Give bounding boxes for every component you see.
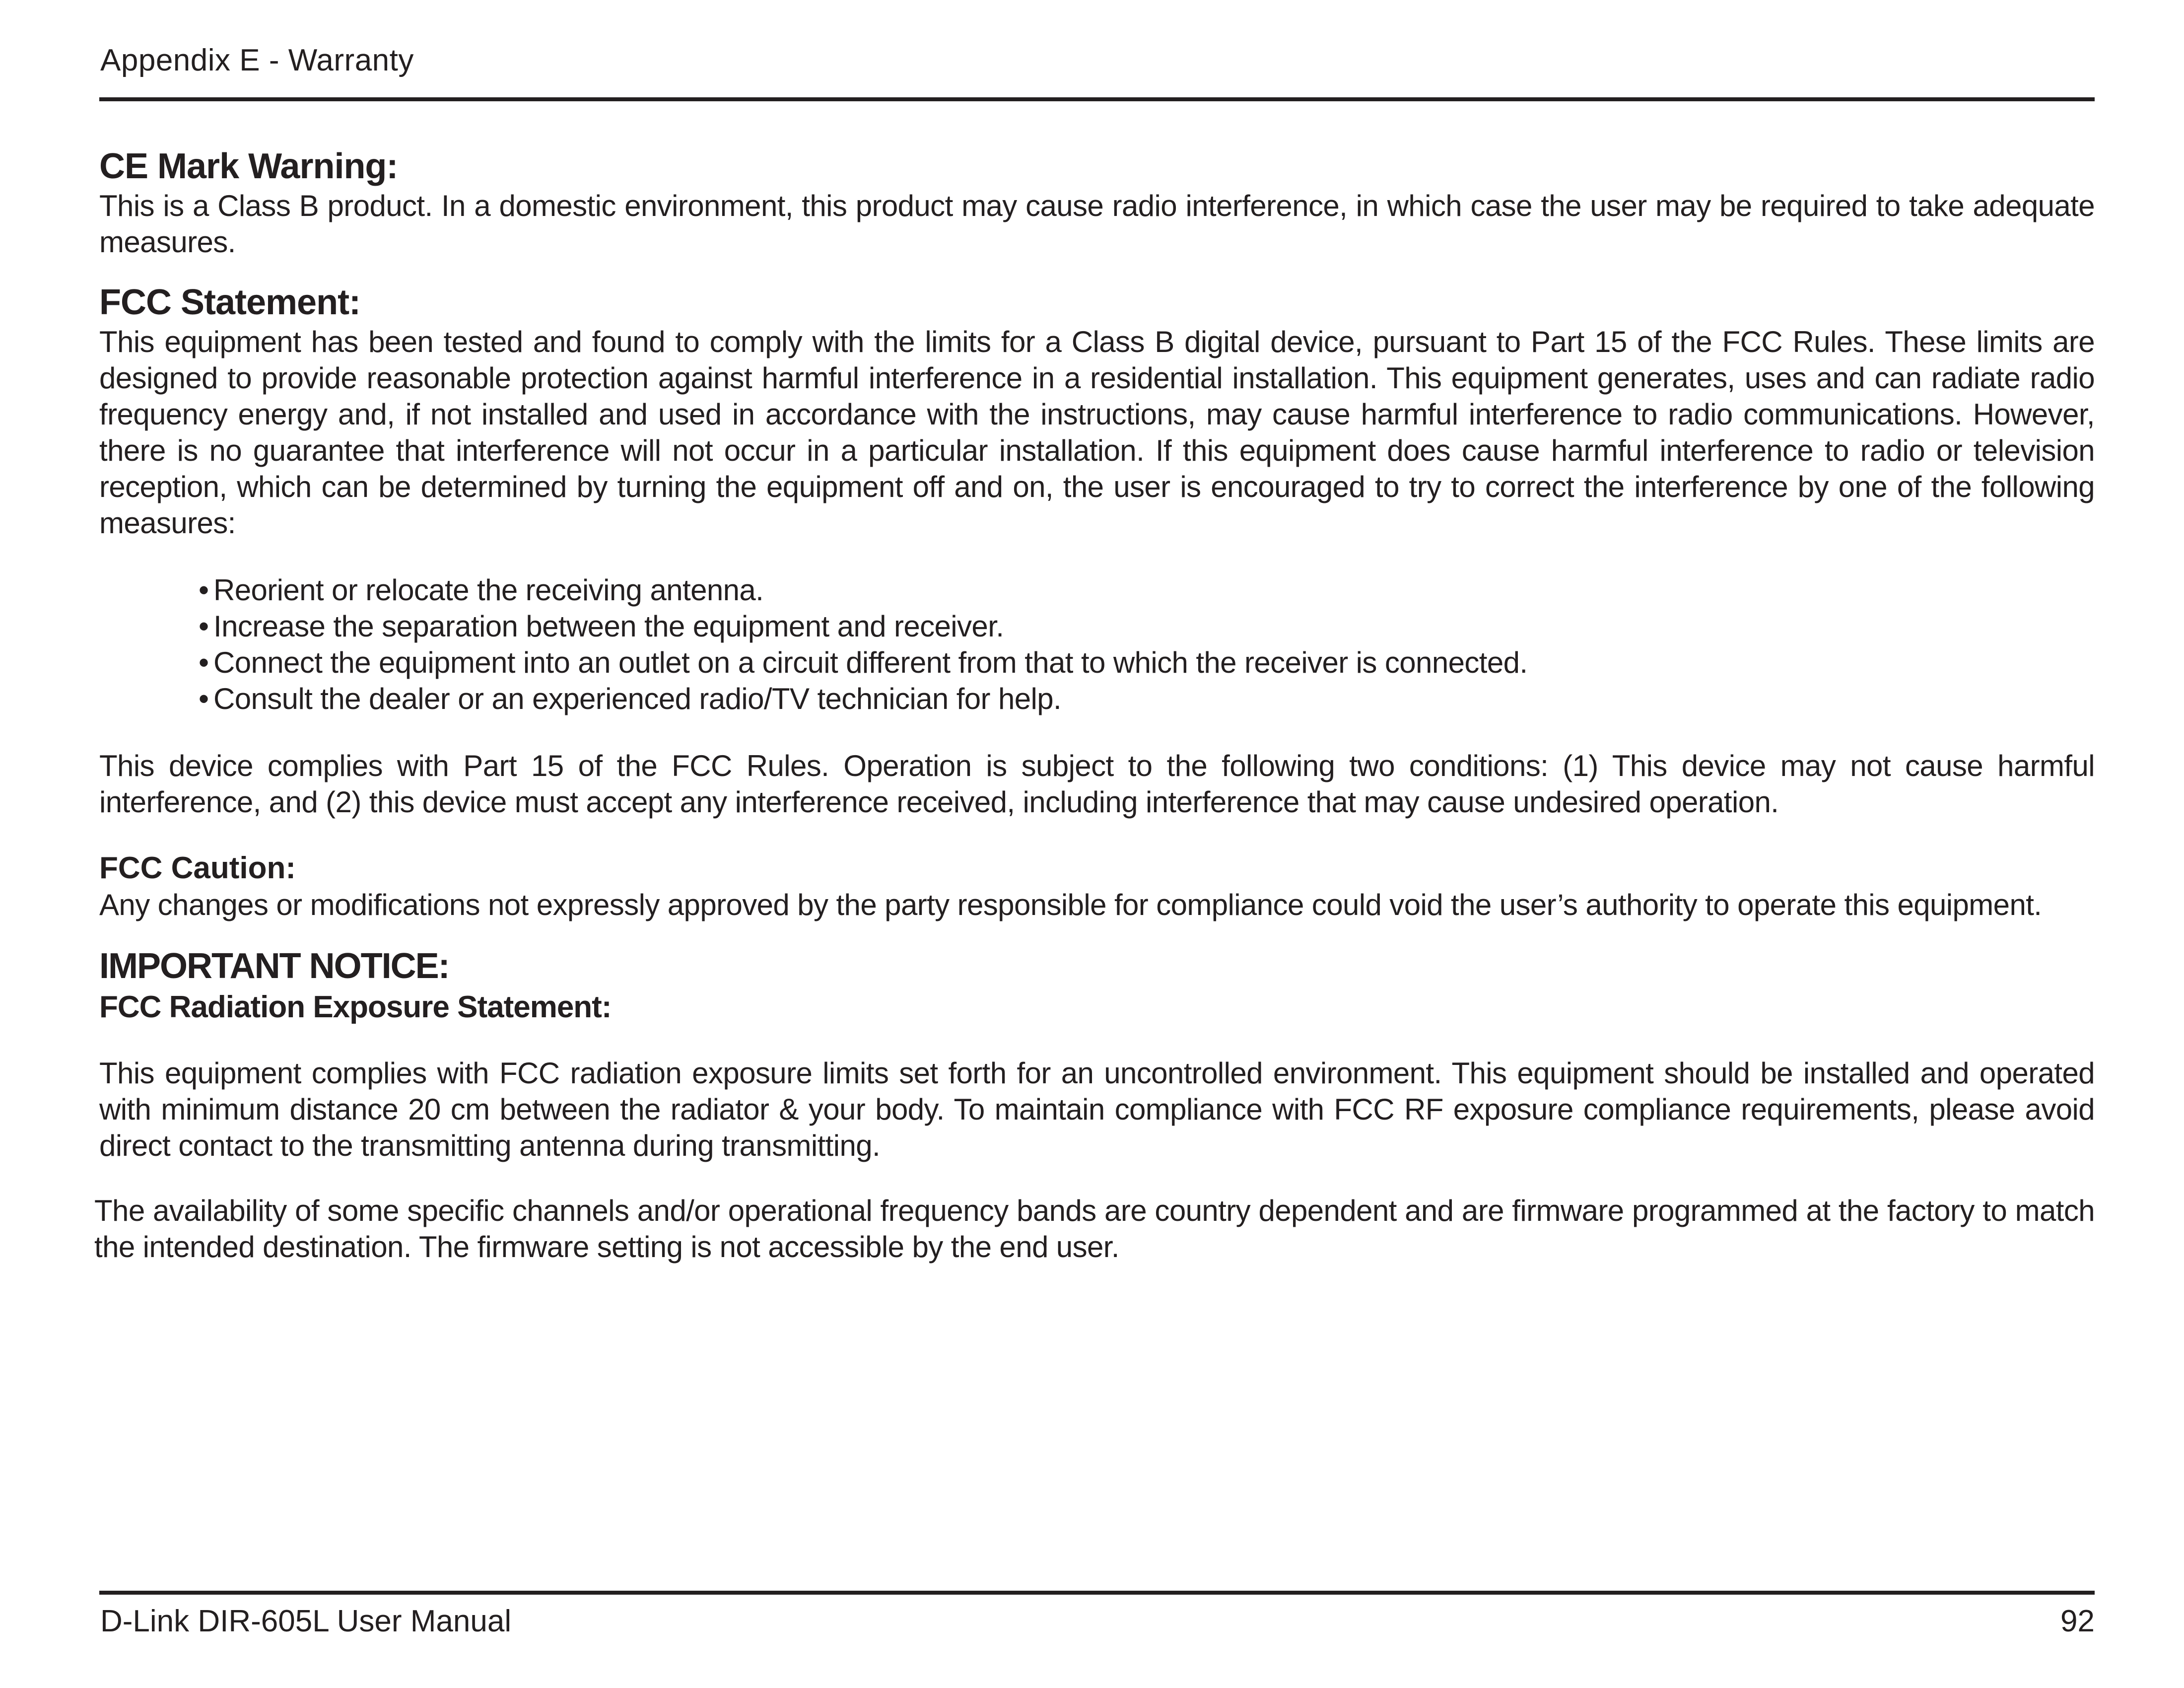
- ce-mark-section: [99, 145, 2095, 260]
- bullet-icon: •: [199, 682, 209, 715]
- fcc-caution-body: Any changes or modifications not expressly approved by the party responsible for compliance could void the user’s authority to operate this equipment.: [99, 888, 2042, 921]
- page-content: [94, 145, 2095, 1265]
- footer-rule: [99, 1591, 2095, 1595]
- ce-mark-heading: CE Mark Warning:: [99, 146, 398, 186]
- page-header-title: Appendix E - Warranty: [100, 43, 414, 77]
- header-rule: [99, 97, 2095, 101]
- radiation-exposure-heading: FCC Radiation Exposure Statement:: [99, 990, 612, 1024]
- list-item: • Increase the separation between the equipment and receiver.: [199, 608, 2095, 644]
- fcc-compliance-body: This device complies with Part 15 of the FCC Rules. Operation is subject to the following two conditions: (1) This device may not cause harmful interference, and (2) this device must accept any interference received, including interference that may cause undesired operation.: [99, 749, 2095, 819]
- manual-title: D-Link DIR-605L User Manual: [100, 1604, 512, 1638]
- fcc-statement-body: This equipment has been tested and found to comply with the limits for a Class B digital device, pursuant to Part 15 of the FCC Rules. These limits are designed to provide reasonable protection against harmful interference in a residential installation. This equipment generates, uses and can radiate radio frequency energy and, if not installed and used in accordance with the instructions, may cause harmful interference to radio communications. However, there is no guarantee that interference will not occur in a particular installation. If this equipment does cause harmful interference to radio or television reception, which can be determined by turning the equipment off and on, the user is encouraged to try to correct the interference by one of the following measures:: [99, 325, 2095, 540]
- channel-availability-body: The availability of some specific channels and/or operational frequency bands are country dependent and are firmware programmed at the factory to match the intended destination. The firmware setting is not accessible by the end user.: [94, 1194, 2095, 1264]
- bullet-icon: •: [199, 646, 209, 679]
- ce-mark-body: This is a Class B product. In a domestic environment, this product may cause radio interference, in which case the user may be required to take adequate measures.: [99, 189, 2095, 259]
- bullet-icon: •: [199, 573, 209, 607]
- fcc-measures-list: [99, 572, 2095, 717]
- bullet-icon: •: [199, 610, 209, 643]
- important-notice-section: [94, 945, 2095, 1265]
- fcc-caution-section: [99, 850, 2095, 923]
- important-notice-heading: IMPORTANT NOTICE:: [99, 946, 449, 986]
- page-number: 92: [2060, 1604, 2095, 1638]
- fcc-statement-heading: FCC Statement:: [99, 282, 361, 322]
- radiation-exposure-body: This equipment complies with FCC radiation exposure limits set forth for an uncontrolled environment. This equipment should be installed and operated with minimum distance 20 cm between the radiator & your body. To maintain compliance with FCC RF exposure compliance requirements, please avoid direct contact to the transmitting antenna during transmitting.: [99, 1056, 2095, 1162]
- list-item: • Reorient or relocate the receiving antenna.: [199, 572, 2095, 608]
- list-item: • Consult the dealer or an experienced radio/TV technician for help.: [199, 681, 2095, 717]
- fcc-caution-heading: FCC Caution:: [99, 851, 296, 885]
- list-item: • Connect the equipment into an outlet on a circuit different from that to which the receiver is connected.: [199, 644, 2095, 681]
- fcc-statement-section: [99, 281, 2095, 820]
